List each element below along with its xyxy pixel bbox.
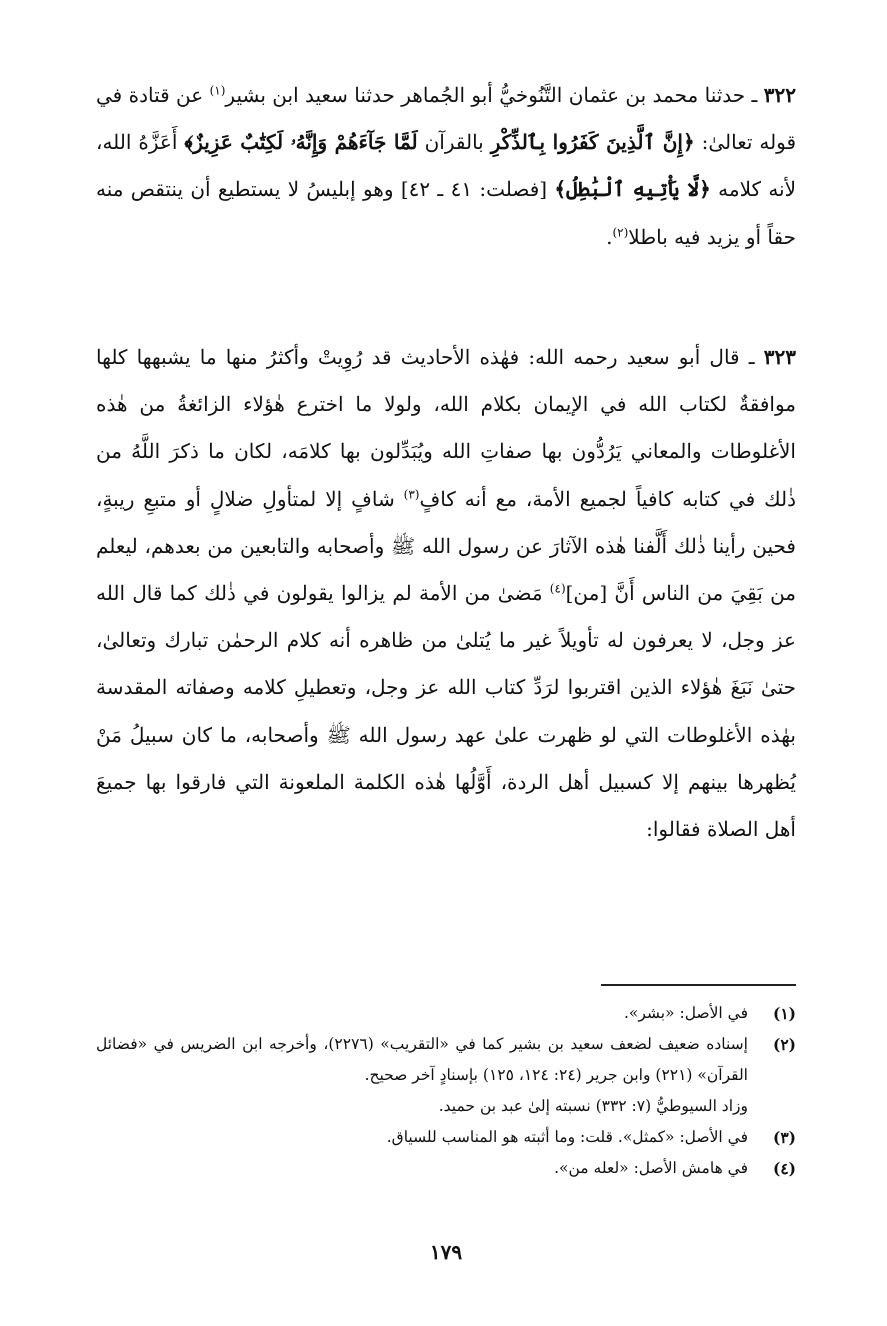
footnote-text: في الأصل: «كمثل». قلت: وما أثبته هو المناسب للسياق. [386, 1128, 748, 1146]
paragraph-text: أَعَزَّهُ الله، لأنه كلامه [96, 130, 797, 202]
isnad-text: ـ حدثنا محمد بن عثمان التَّنُوخيُّ أبو الجُماهر حدثنا سعيد ابن بشير [225, 83, 758, 107]
page-number: ١٧٩ [429, 1240, 463, 1264]
paragraph-end: . [606, 224, 613, 249]
paragraph-number: ٣٢٢ [763, 83, 796, 107]
footnote-ref-2[interactable]: (٢) [612, 224, 629, 239]
quran-quote: ﴿لَّا يَأْتِيهِ ٱلْبَٰطِلُ﴾ [554, 177, 711, 202]
footnote-3 [96, 1122, 796, 1153]
paragraph-text: ـ قال أبو سعيد رحمه الله: فهٰذه الأحاديث قد رُوِيتْ وأكثرُ منها ما يشبهها كلها موافقةٌ لكتاب الله في الإيمان بكلام الله، ولولا ما اخترع هٰؤلاء الزائغةُ من هٰذه الأغلوطات والمعاني يَرُدُّون بها صفاتِ الله ويُبَدِّلون بها كلامَه، لكان ما ذكرَ اللَّهُ من ذٰلك في كتابه كافياً لجميع الأمة، مع أنه كافٍ [96, 345, 796, 511]
book-page [96, 72, 796, 1282]
paragraph-text: بالقرآن [424, 130, 484, 155]
quran-quote: ﴿إِنَّ ٱلَّذِينَ كَفَرُوا بِٱلذِّكْرِ [490, 130, 695, 155]
paragraph-text: مَضىٰ من الأمة لم يزالوا يقولون في ذٰلك كما قال الله عز وجل، لا يعرفون له تأويلاً غير ما يُتلىٰ من ظاهره أنه كلام الرحمٰن تبارك وتعالىٰ، حتىٰ نَبَغَ هٰؤلاء الذين اقتربوا لرَدِّ كتاب الله عز وجل، وتعطيلِ كلامه وصفاته المقدسة بهٰذه الأغلوطات التي لو ظهرت علىٰ عهد رسول الله ﷺ وأصحابه، ما كان سبيلُ مَنْ يُظهرها بينهم إلا كسبيل أهل الردة، أَوَّلُها هٰذه الكلمة الملعونة التي فارقوا بها جميعَ أهل الصلاة فقالوا: [96, 581, 796, 842]
footnote-2 [96, 1029, 796, 1091]
footnote-1 [96, 998, 796, 1029]
paragraph-number: ٣٢٣ [763, 345, 796, 369]
paragraph-text: عن قتادة في قوله تعالىٰ: [96, 83, 797, 155]
paragraph-text: شافٍ إلا لمتأولِ ضلالٍ أو متبعِ ريبةٍ، فحين رأينا ذٰلك أَلَّفنا هٰذه الآثارَ عن رسول الله ﷺ وأصحابه والتابعين من بعدهم، ليعلم من بَقِيَ من الناس أَنَّ [من] [96, 486, 797, 606]
footnotes [96, 998, 796, 1184]
footnote-text: في هامش الأصل: «لعله من». [554, 1159, 748, 1177]
footnote-number: (٢) [772, 1035, 796, 1054]
footnote-separator [601, 984, 796, 986]
footnote-2-continuation: وزاد السيوطيُّ (٧: ٣٣٢) نسبته إلىٰ عبد بن حميد. [438, 1097, 748, 1115]
footnote-number: (٤) [772, 1159, 796, 1178]
footnote-ref-1[interactable]: (١) [209, 83, 226, 98]
footnote-text: إسناده ضعيف لضعف سعيد بن بشير كما في «التقريب» (٢٢٧٦)، وأخرجه ابن الضريس في «فضائل القرآن» (٢٢١) وابن جرير (٢٤: ١٢٤، ١٢٥) بإسنادٍ آخر صحيح. [96, 1035, 748, 1084]
footnote-ref-3[interactable]: (٣) [403, 486, 420, 501]
footnote-number: (١) [772, 1004, 796, 1023]
commentary-paragraph-323 [96, 334, 796, 853]
footnote-ref-4[interactable]: (٤) [549, 581, 566, 596]
quran-quote: لَمَّا جَآءَهُمْ وَإِنَّهُۥ لَكِتَٰبٌ عَزِيزٌ﴾ [184, 130, 418, 155]
footnote-number: (٣) [772, 1128, 796, 1147]
footnote-4 [96, 1153, 796, 1184]
footnote-text: في الأصل: «بشر». [623, 1004, 748, 1022]
paragraph-text: [فصلت: ٤١ ـ ٤٢] وهو إبليسُ لا يستطيع أن ينتقص منه حقاً أو يزيد فيه باطلا [96, 177, 796, 249]
hadith-paragraph-322 [96, 72, 796, 261]
